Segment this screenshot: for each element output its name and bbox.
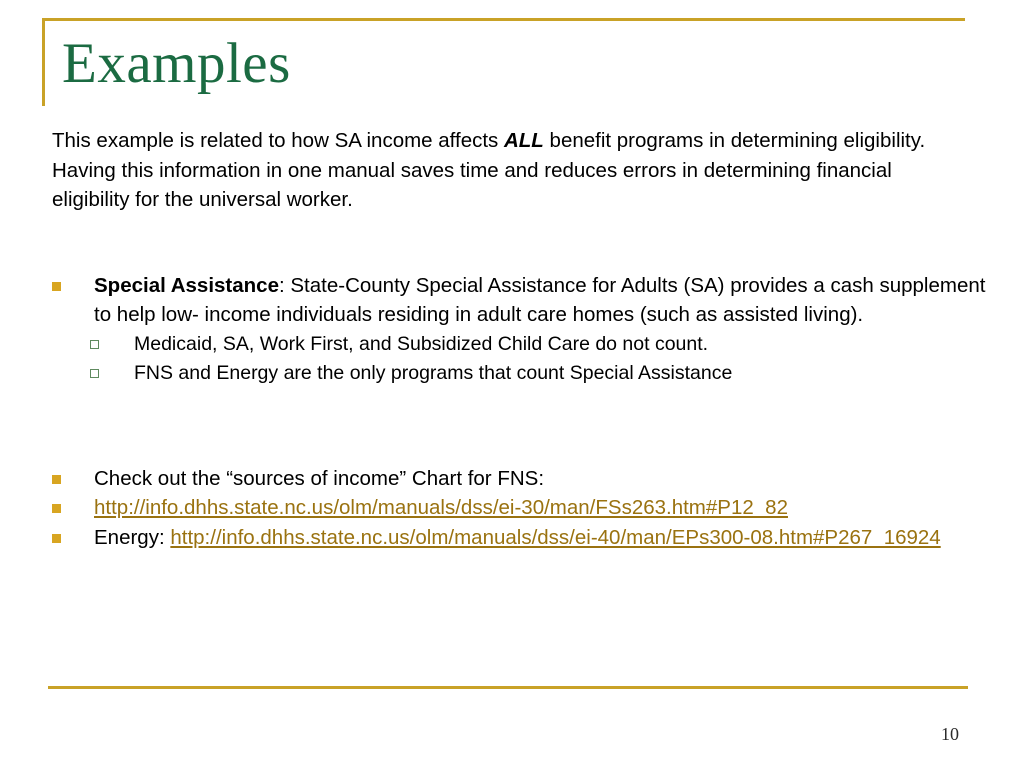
bullet-square-icon [52, 523, 94, 543]
title-rule-top [42, 18, 965, 21]
spacer [52, 388, 992, 444]
spacer [52, 444, 992, 464]
slide-body [52, 126, 992, 552]
bullet-square-icon [52, 493, 94, 513]
sub-bullet-square-icon [90, 359, 134, 378]
bullet-square-icon [52, 271, 94, 291]
page-number: 10 [941, 724, 959, 744]
bullet-special-assistance [52, 271, 992, 330]
intro-emphasis: ALL [503, 129, 544, 152]
bullet-check-out-chart [52, 464, 992, 494]
sub-bullet-fns-energy [90, 359, 992, 388]
bullet-link-fns-text [94, 493, 992, 523]
title-rule-left [42, 18, 45, 106]
bullet-check-out-chart-text: Check out the “sources of income” Chart for FNS: [94, 466, 545, 490]
link-energy-manual[interactable]: http://info.dhhs.state.nc.us/olm/manuals/dss/ei-40/man/EPs300-08.htm#P267_16924 [170, 525, 941, 549]
bullet-square-icon [52, 464, 94, 484]
bullet-link-energy [52, 523, 992, 553]
link-fns-manual[interactable]: http://info.dhhs.state.nc.us/olm/manuals/dss/ei-30/man/FSs263.htm#P12_82 [94, 496, 788, 519]
bullet-link-fns [52, 493, 992, 523]
energy-label: Energy: [94, 525, 171, 549]
bullet-special-assistance-body: : State-County Special Assistance for Adults (SA) provides a cash supplement to help low- income individuals residing in adult care homes (such as assisted living). [94, 273, 986, 326]
sub-bullet-fns-energy-text: FNS and Energy are the only programs that count Special Assistance [134, 361, 733, 384]
intro-text-part2: benefit programs in determining eligibility. Having this information in one manual saves time and reduces errors in determining financial eligibility for the universal worker. [52, 129, 926, 211]
spacer [52, 215, 992, 271]
intro-text-part1: This example is related to how SA income affects [52, 129, 504, 152]
sub-bullet-medicaid [90, 330, 992, 359]
bullet-link-energy-text [94, 523, 992, 553]
footer-rule [48, 686, 968, 689]
intro-paragraph [52, 126, 932, 215]
bullet-special-assistance-text [94, 271, 992, 330]
sub-bullet-square-icon [90, 330, 134, 349]
page-title: Examples [62, 32, 291, 95]
bullet-special-assistance-label: Special Assistance [94, 273, 279, 297]
sub-bullet-medicaid-text: Medicaid, SA, Work First, and Subsidized Child Care do not count. [134, 332, 709, 355]
